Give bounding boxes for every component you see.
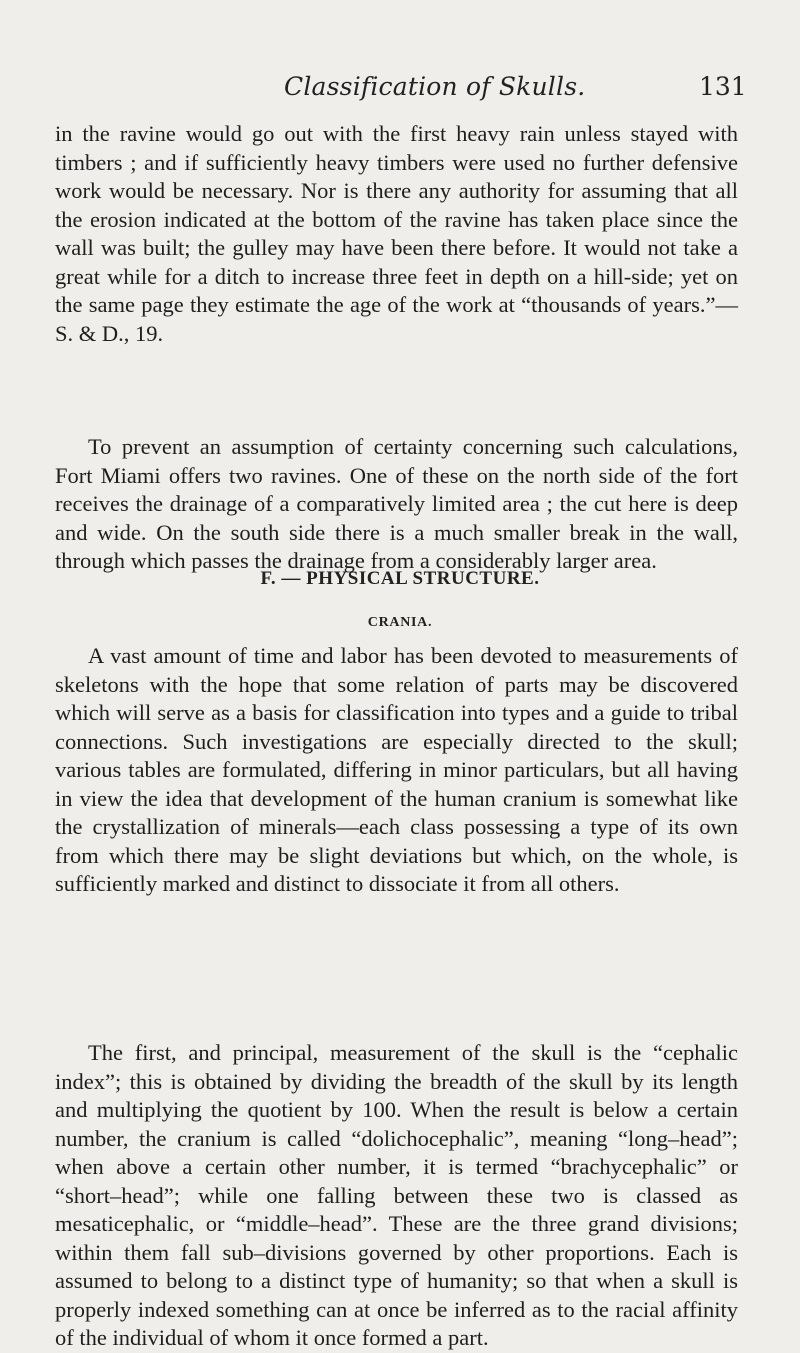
paragraph: To prevent an assumption of certainty concerning such calculations, Fort Miami offers two ravines. One of these on the north side of the fort receives the drainage of a comparatively limited area ; the cut here is deep and wide. On the south side there is a much smaller break in the wall, through which passes the drainage from a considerably larger area. [55, 434, 738, 573]
page-number: 131 [699, 72, 747, 101]
running-title: Classification of Skulls. [284, 72, 586, 101]
paragraph: The first, and principal, measurement of the skull is the “cephalic index”; this is obtained by dividing the breadth of the skull by its length and multiplying the quotient by 100. When the result is below a certain number, the cranium is called “dolichocephalic”, meaning “long–head”; when above a certain other number, it is termed “brachycephalic” or “short–head”; while one falling between these two is classed as mesaticephalic, or “middle–head”. These are the three grand divisions; within them fall sub–divisions governed by other proportions. Each is assumed to belong to a distinct type of humanity; so that when a skull is properly indexed something can at once be inferred as to the racial affinity of the individual of whom it once formed a part. [55, 1040, 738, 1350]
sub-heading: CRANIA. [367, 615, 433, 630]
page-header [0, 70, 800, 110]
paragraph: A vast amount of time and labor has been devoted to measurements of skeletons with the hope that some relation of parts may be discovered which will serve as a basis for classification into types and a guide to tribal connections. Such investigations are especially directed to the skull; various tables are formulated, differing in minor particulars, but all having in view the idea that development of the human cranium is somewhat like the crystallization of minerals—each class possessing a type of its own from which there may be slight deviations but which, on the whole, is sufficiently marked and distinct to dissociate it from all others. [55, 643, 738, 896]
section-heading: F. — PHYSICAL STRUCTURE. [260, 568, 540, 589]
paragraph: in the ravine would go out with the first heavy rain unless stayed with timbers ; and if sufficiently heavy timbers were used no further defensive work would be necessary. Nor is there any authority for assuming that all the erosion indicated at the bottom of the ravine has taken place since the wall was built; the gulley may have been there before. It would not take a great while for a ditch to increase three feet in depth on a hill-side; yet on the same page they estimate the age of the work at “thousands of years.”— S. & D., 19. [55, 121, 738, 346]
